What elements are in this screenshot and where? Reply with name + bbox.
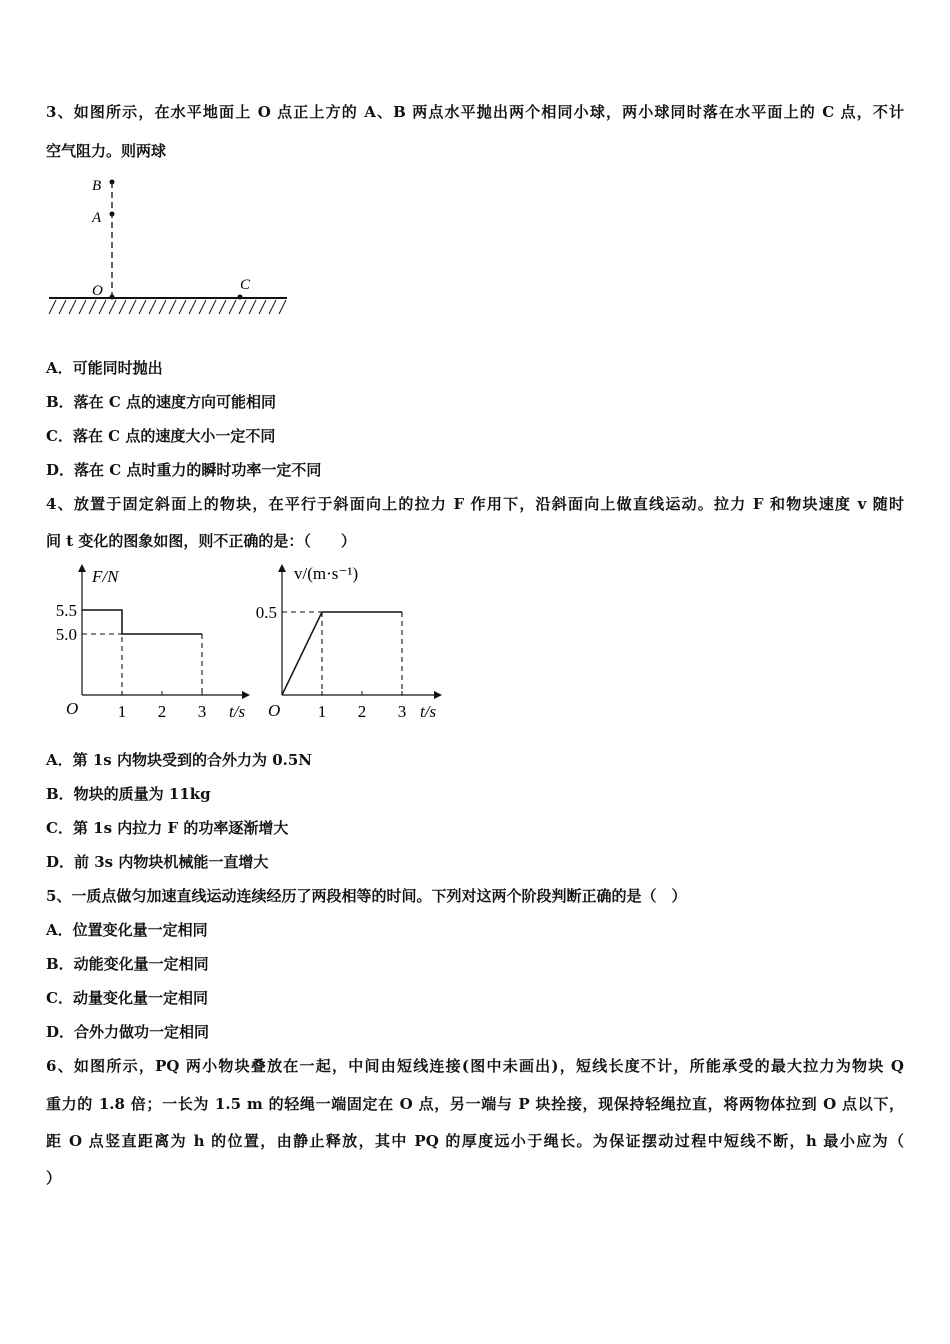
v-series-line — [282, 612, 402, 695]
q3-option-a: A．可能同时抛出 — [46, 359, 163, 377]
q5-option-c: C．动量变化量一定相同 — [46, 989, 208, 1007]
v-origin-label: O — [268, 701, 281, 720]
q6-stem-line3: 距 O 点竖直距离为 h 的位置，由静止释放，其中 PQ 的厚度远小于绳长。为保证摆动过程中短线不断，h 最小应为（ — [46, 1132, 904, 1150]
q4-stem-line1: 4、放置于固定斜面上的物块，在平行于斜面向上的拉力 F 作用下，沿斜面向上做直线运动。拉力 F 和物块速度 v 随时 — [46, 495, 904, 513]
q4-option-c: C．第 1s 内拉力 F 的功率逐渐增大 — [46, 819, 289, 837]
q5-option-a: A．位置变化量一定相同 — [46, 921, 208, 939]
v-xtick-1: 2 — [357, 702, 367, 721]
f-ylabel: F/N — [92, 567, 119, 586]
q5-option-d: D．合外力做功一定相同 — [46, 1023, 210, 1041]
q6-stem-line4: ） — [46, 1169, 62, 1187]
f-xtick-2: 3 — [197, 702, 207, 721]
q3-option-b: B．落在 C 点的速度方向可能相同 — [46, 393, 277, 411]
q6-stem-line2: 重力的 1.8 倍；一长为 1.5 m 的轻绳一端固定在 O 点，另一端与 P 块拴接，现保持轻绳拉直，将两物体拉到 O 点以下， — [46, 1095, 904, 1113]
f-xlabel: t/s — [229, 702, 246, 721]
q3-figure — [44, 170, 294, 325]
q3-stem-line2: 空气阻力。则两球 — [46, 142, 167, 160]
label-c: C — [240, 277, 251, 293]
label-a: A — [92, 210, 102, 226]
label-o: O — [92, 283, 103, 299]
v-xtick-0: 1 — [317, 702, 327, 721]
v-xlabel: t/s — [420, 702, 437, 721]
velocity-time-chart — [244, 560, 454, 730]
point-a — [110, 212, 115, 217]
q4-option-a: A．第 1s 内物块受到的合外力为 0.5N — [46, 751, 312, 769]
f-series-line — [82, 610, 202, 634]
label-b: B — [92, 178, 102, 194]
q3-option-c: C．落在 C 点的速度大小一定不同 — [46, 427, 276, 445]
v-ylabel: v/(m·s⁻¹) — [294, 564, 359, 583]
q6-stem-line1: 6、如图所示，PQ 两小物块叠放在一起，中间由短线连接(图中未画出)，短线长度不计，所能承受的最大拉力为物块 Q — [46, 1057, 904, 1075]
v-axes — [278, 564, 442, 699]
v-xtick-2: 3 — [397, 702, 407, 721]
f-xtick-1: 2 — [157, 702, 167, 721]
q4-option-d: D．前 3s 内物块机械能一直增大 — [46, 853, 269, 871]
f-xtick-0: 1 — [117, 702, 127, 721]
v-ytick-0: 0.5 — [255, 603, 277, 622]
f-origin-label: O — [66, 699, 79, 718]
q5-option-b: B．动能变化量一定相同 — [46, 955, 209, 973]
q4-stem-line2: 间 t 变化的图象如图，则不正确的是：（ ） — [46, 532, 356, 550]
f-ytick-1: 5.0 — [55, 625, 77, 644]
q4-option-b: B．物块的质量为 11kg — [46, 785, 211, 803]
q3-stem-line1: 3、如图所示，在水平地面上 O 点正上方的 A、B 两点水平抛出两个相同小球，两小球同时落在水平面上的 C 点，不计 — [46, 103, 904, 121]
f-ytick-0: 5.5 — [55, 601, 77, 620]
q3-option-d: D．落在 C 点时重力的瞬时功率一定不同 — [46, 461, 322, 479]
force-time-chart — [44, 560, 254, 730]
point-b — [110, 180, 115, 185]
q5-stem: 5、一质点做匀加速直线运动连续经历了两段相等的时间。下列对这两个阶段判断正确的是（ ） — [46, 887, 687, 905]
